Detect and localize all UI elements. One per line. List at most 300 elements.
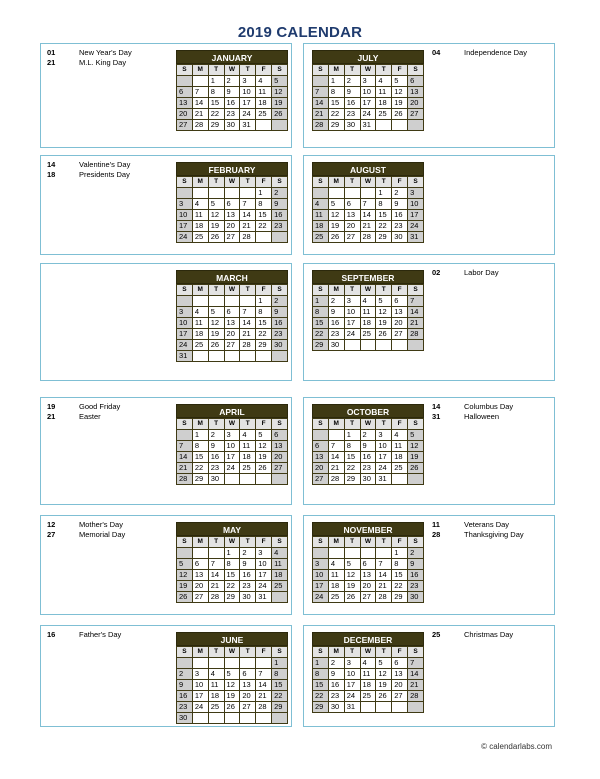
holiday-list [47, 630, 177, 640]
day-cell [408, 474, 424, 485]
day-cell: 19 [328, 221, 344, 232]
week-row [177, 296, 288, 307]
day-cell: 14 [240, 210, 256, 221]
weekday-label: T [240, 65, 256, 76]
day-cell: 3 [224, 430, 240, 441]
week-row [177, 474, 288, 485]
weekday-label: T [240, 647, 256, 658]
day-cell: 6 [224, 307, 240, 318]
day-cell: 28 [376, 592, 392, 603]
day-cell: 15 [256, 318, 272, 329]
day-cell: 18 [376, 98, 392, 109]
week-row [313, 548, 424, 559]
month-name: APRIL [176, 404, 288, 418]
holiday-item [47, 160, 177, 170]
day-cell: 17 [360, 98, 376, 109]
week-row [177, 340, 288, 351]
week-row [313, 98, 424, 109]
week-row [313, 592, 424, 603]
day-cell: 10 [177, 210, 193, 221]
week-row [177, 702, 288, 713]
day-cell: 5 [208, 199, 224, 210]
week-row [313, 120, 424, 131]
day-cell: 3 [313, 559, 329, 570]
day-cell: 27 [192, 592, 208, 603]
holiday-date: 21 [47, 412, 56, 421]
day-cell: 6 [224, 199, 240, 210]
day-cell: 12 [376, 307, 392, 318]
day-cell: 17 [408, 210, 424, 221]
day-cell: 16 [224, 98, 240, 109]
day-cell: 15 [392, 570, 408, 581]
day-cell: 22 [272, 691, 288, 702]
holiday-item [47, 520, 177, 530]
day-cell: 1 [256, 296, 272, 307]
day-cell: 19 [177, 581, 193, 592]
day-cell: 24 [408, 221, 424, 232]
day-cell: 27 [360, 592, 376, 603]
day-cell: 24 [376, 463, 392, 474]
day-cell: 12 [177, 570, 193, 581]
week-row [313, 680, 424, 691]
day-cell: 30 [272, 340, 288, 351]
month-calendar [176, 404, 288, 485]
month-card-november [303, 515, 555, 615]
weekday-header-row [313, 177, 424, 188]
day-cell: 15 [313, 680, 329, 691]
day-cell: 1 [344, 430, 360, 441]
day-cell: 8 [224, 559, 240, 570]
day-cell: 22 [192, 463, 208, 474]
day-cell: 29 [313, 340, 329, 351]
day-cell [272, 120, 288, 131]
weekday-label: T [344, 285, 360, 296]
week-row [177, 548, 288, 559]
weekday-label: M [328, 647, 344, 658]
holiday-item [432, 520, 562, 530]
page-title: 2019 CALENDAR [237, 24, 363, 41]
day-cell: 15 [272, 680, 288, 691]
day-cell: 13 [392, 307, 408, 318]
holiday-item [432, 530, 562, 540]
holiday-list [432, 402, 562, 422]
day-cell: 8 [392, 559, 408, 570]
weekday-header-row [177, 177, 288, 188]
week-row [177, 98, 288, 109]
day-cell: 15 [192, 452, 208, 463]
week-row [313, 669, 424, 680]
day-cell: 29 [392, 592, 408, 603]
day-cell: 17 [344, 680, 360, 691]
day-cell: 23 [272, 329, 288, 340]
weekday-label: S [177, 285, 193, 296]
weekday-label: M [192, 65, 208, 76]
weekday-header-row [313, 647, 424, 658]
month-name: JUNE [176, 632, 288, 646]
day-cell [192, 658, 208, 669]
day-cell: 22 [256, 329, 272, 340]
day-cell: 16 [360, 452, 376, 463]
day-cell [344, 340, 360, 351]
weekday-label: T [344, 65, 360, 76]
holiday-name: Independence Day [464, 48, 527, 57]
day-cell: 1 [208, 76, 224, 87]
day-cell: 1 [192, 430, 208, 441]
holiday-name: Halloween [464, 412, 500, 421]
day-cell: 24 [360, 109, 376, 120]
day-cell: 6 [344, 199, 360, 210]
day-cell: 21 [408, 680, 424, 691]
holiday-date: 04 [432, 48, 441, 57]
holiday-date: 18 [47, 170, 56, 179]
day-cell: 12 [376, 669, 392, 680]
day-cell: 10 [344, 669, 360, 680]
day-cell: 11 [328, 570, 344, 581]
day-cell: 18 [192, 329, 208, 340]
weekday-label: M [192, 285, 208, 296]
day-cell [376, 340, 392, 351]
month-calendar [176, 522, 288, 603]
weekday-label: S [313, 177, 329, 188]
day-cell: 11 [192, 318, 208, 329]
holiday-name: Columbus Day [464, 402, 514, 411]
day-cell: 28 [256, 702, 272, 713]
day-cell [256, 120, 272, 131]
day-cell: 19 [376, 318, 392, 329]
weekday-header-row [177, 285, 288, 296]
week-row [313, 463, 424, 474]
footer-credit: © calendarlabs.com [481, 742, 552, 751]
day-cell: 9 [328, 307, 344, 318]
day-cell: 30 [360, 474, 376, 485]
holiday-item [47, 170, 177, 180]
day-cell: 22 [328, 109, 344, 120]
weekday-label: S [313, 537, 329, 548]
holiday-date: 25 [432, 630, 441, 639]
day-cell: 13 [408, 87, 424, 98]
day-cell: 10 [313, 570, 329, 581]
month-calendar [312, 50, 424, 131]
day-cell: 18 [208, 691, 224, 702]
day-cell: 16 [328, 680, 344, 691]
week-row [313, 210, 424, 221]
month-name: AUGUST [312, 162, 424, 176]
month-calendar [176, 50, 288, 131]
month-card-december [303, 625, 555, 727]
week-row [313, 307, 424, 318]
day-cell: 3 [344, 296, 360, 307]
day-cell [408, 120, 424, 131]
day-cell [240, 474, 256, 485]
weekday-label: F [256, 65, 272, 76]
day-cell [376, 120, 392, 131]
weekday-header-row [177, 647, 288, 658]
week-row [177, 691, 288, 702]
day-cell: 4 [360, 658, 376, 669]
day-cell: 23 [177, 702, 193, 713]
day-cell: 15 [208, 98, 224, 109]
day-cell [376, 702, 392, 713]
day-cell: 2 [224, 76, 240, 87]
day-cell: 9 [177, 680, 193, 691]
day-cell: 7 [313, 87, 329, 98]
week-row [177, 188, 288, 199]
weekday-label: T [240, 177, 256, 188]
day-cell: 28 [240, 232, 256, 243]
weekday-header-row [313, 537, 424, 548]
day-cell: 21 [208, 581, 224, 592]
day-cell: 22 [344, 463, 360, 474]
month-table [176, 418, 288, 485]
day-cell [208, 713, 224, 724]
day-cell: 23 [208, 463, 224, 474]
day-cell: 10 [408, 199, 424, 210]
holiday-name: Valentine's Day [79, 160, 131, 169]
day-cell: 11 [360, 669, 376, 680]
week-row [177, 109, 288, 120]
week-row [177, 210, 288, 221]
day-cell: 28 [408, 329, 424, 340]
day-cell: 9 [408, 559, 424, 570]
day-cell: 25 [328, 592, 344, 603]
day-cell: 26 [272, 109, 288, 120]
week-row [313, 430, 424, 441]
holiday-name: Easter [79, 412, 101, 421]
day-cell: 29 [272, 702, 288, 713]
week-row [177, 87, 288, 98]
day-cell [328, 548, 344, 559]
day-cell: 6 [313, 441, 329, 452]
day-cell: 14 [256, 680, 272, 691]
day-cell: 31 [256, 592, 272, 603]
day-cell: 11 [192, 210, 208, 221]
day-cell: 20 [344, 221, 360, 232]
day-cell: 4 [240, 430, 256, 441]
weekday-label: S [408, 537, 424, 548]
day-cell: 2 [272, 296, 288, 307]
day-cell: 7 [376, 559, 392, 570]
day-cell: 7 [328, 441, 344, 452]
day-cell: 31 [376, 474, 392, 485]
day-cell: 21 [177, 463, 193, 474]
day-cell: 19 [408, 452, 424, 463]
day-cell: 27 [272, 463, 288, 474]
weekday-label: T [208, 537, 224, 548]
weekday-label: T [376, 285, 392, 296]
week-row [313, 232, 424, 243]
day-cell [392, 120, 408, 131]
day-cell: 28 [313, 120, 329, 131]
day-cell [256, 232, 272, 243]
day-cell [392, 340, 408, 351]
day-cell: 5 [177, 559, 193, 570]
day-cell: 29 [313, 702, 329, 713]
week-row [177, 570, 288, 581]
day-cell: 26 [392, 109, 408, 120]
day-cell: 17 [313, 581, 329, 592]
day-cell: 22 [313, 691, 329, 702]
day-cell: 3 [177, 199, 193, 210]
day-cell: 25 [313, 232, 329, 243]
day-cell: 23 [392, 221, 408, 232]
day-cell: 4 [328, 559, 344, 570]
month-name: DECEMBER [312, 632, 424, 646]
weekday-label: T [208, 65, 224, 76]
day-cell: 14 [192, 98, 208, 109]
day-cell: 27 [392, 691, 408, 702]
day-cell: 18 [360, 318, 376, 329]
day-cell: 5 [272, 76, 288, 87]
week-row [177, 713, 288, 724]
day-cell: 13 [224, 210, 240, 221]
day-cell [208, 188, 224, 199]
weekday-label: W [224, 537, 240, 548]
month-name: MARCH [176, 270, 288, 284]
month-table [176, 284, 288, 362]
day-cell [256, 713, 272, 724]
day-cell: 14 [408, 669, 424, 680]
day-cell: 28 [192, 120, 208, 131]
month-calendar [312, 270, 424, 351]
weekday-label: T [240, 419, 256, 430]
month-card-january [40, 43, 292, 148]
day-cell [313, 188, 329, 199]
day-cell: 5 [392, 76, 408, 87]
day-cell [240, 351, 256, 362]
week-row [313, 570, 424, 581]
holiday-date: 11 [432, 520, 440, 529]
month-table [176, 64, 288, 131]
day-cell: 6 [392, 658, 408, 669]
day-cell: 7 [256, 669, 272, 680]
week-row [313, 109, 424, 120]
day-cell: 18 [360, 680, 376, 691]
weekday-label: S [408, 285, 424, 296]
week-row [177, 581, 288, 592]
day-cell: 12 [208, 318, 224, 329]
day-cell: 4 [392, 430, 408, 441]
day-cell: 21 [360, 221, 376, 232]
day-cell: 20 [360, 581, 376, 592]
day-cell: 19 [208, 221, 224, 232]
day-cell: 18 [313, 221, 329, 232]
day-cell: 21 [256, 691, 272, 702]
holiday-item [47, 48, 177, 58]
holiday-name: New Year's Day [79, 48, 132, 57]
day-cell: 10 [376, 441, 392, 452]
day-cell [272, 351, 288, 362]
day-cell: 3 [240, 76, 256, 87]
day-cell: 13 [360, 570, 376, 581]
day-cell: 29 [344, 474, 360, 485]
month-name: SEPTEMBER [312, 270, 424, 284]
holiday-list [47, 160, 177, 180]
weekday-label: W [360, 537, 376, 548]
holiday-date: 14 [47, 160, 56, 169]
day-cell: 19 [224, 691, 240, 702]
day-cell: 23 [328, 691, 344, 702]
day-cell [192, 713, 208, 724]
week-row [313, 329, 424, 340]
day-cell: 24 [256, 581, 272, 592]
holiday-date: 19 [47, 402, 56, 411]
day-cell: 23 [272, 221, 288, 232]
day-cell: 8 [376, 199, 392, 210]
weekday-label: S [272, 65, 288, 76]
day-cell: 5 [208, 307, 224, 318]
day-cell: 21 [240, 329, 256, 340]
weekday-label: S [408, 647, 424, 658]
day-cell: 29 [376, 232, 392, 243]
weekday-label: W [360, 285, 376, 296]
day-cell: 30 [328, 702, 344, 713]
day-cell: 14 [328, 452, 344, 463]
day-cell: 23 [224, 109, 240, 120]
day-cell: 7 [360, 199, 376, 210]
weekday-label: W [224, 65, 240, 76]
weekday-label: T [240, 537, 256, 548]
day-cell: 18 [272, 570, 288, 581]
day-cell: 7 [240, 307, 256, 318]
day-cell: 9 [208, 441, 224, 452]
holiday-date: 02 [432, 268, 441, 277]
day-cell: 11 [208, 680, 224, 691]
holiday-date: 21 [47, 58, 56, 67]
day-cell: 13 [240, 680, 256, 691]
day-cell: 8 [328, 87, 344, 98]
day-cell: 15 [328, 98, 344, 109]
weekday-header-row [313, 285, 424, 296]
day-cell: 20 [177, 109, 193, 120]
day-cell: 6 [360, 559, 376, 570]
day-cell: 2 [392, 188, 408, 199]
weekday-label: M [192, 177, 208, 188]
day-cell: 21 [376, 581, 392, 592]
weekday-label: S [408, 65, 424, 76]
day-cell [272, 592, 288, 603]
day-cell: 12 [344, 570, 360, 581]
weekday-label: S [177, 177, 193, 188]
week-row [177, 318, 288, 329]
day-cell: 13 [192, 570, 208, 581]
day-cell: 14 [240, 318, 256, 329]
day-cell: 14 [376, 570, 392, 581]
day-cell [192, 296, 208, 307]
day-cell: 6 [177, 87, 193, 98]
week-row [313, 559, 424, 570]
day-cell: 9 [240, 559, 256, 570]
day-cell: 9 [224, 87, 240, 98]
day-cell: 19 [344, 581, 360, 592]
day-cell: 3 [376, 430, 392, 441]
week-row [313, 581, 424, 592]
day-cell: 20 [224, 329, 240, 340]
month-table [312, 284, 424, 351]
day-cell [272, 713, 288, 724]
week-row [177, 307, 288, 318]
day-cell: 1 [256, 188, 272, 199]
day-cell: 4 [360, 296, 376, 307]
day-cell: 14 [408, 307, 424, 318]
day-cell: 9 [344, 87, 360, 98]
day-cell: 26 [208, 340, 224, 351]
day-cell: 18 [240, 452, 256, 463]
day-cell: 5 [376, 296, 392, 307]
day-cell: 7 [208, 559, 224, 570]
day-cell: 7 [240, 199, 256, 210]
weekday-label: M [328, 419, 344, 430]
day-cell: 8 [272, 669, 288, 680]
